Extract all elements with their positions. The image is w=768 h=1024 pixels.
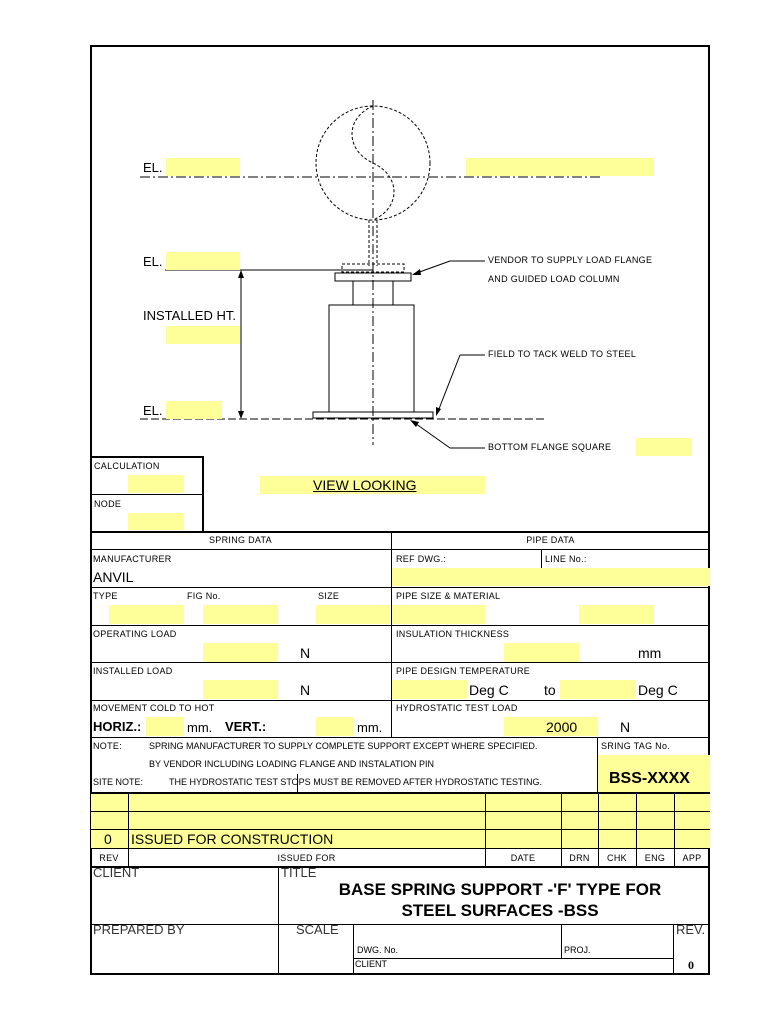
title-label: TITLE xyxy=(281,865,317,880)
hydro-label: HYDROSTATIC TEST LOAD xyxy=(396,703,518,713)
hydro-unit: N xyxy=(620,719,631,735)
insulation-field[interactable] xyxy=(504,643,579,662)
fig-label: FIG No. xyxy=(187,591,221,601)
hdr-app: APP xyxy=(682,853,702,863)
rev-number: 0 xyxy=(104,831,112,847)
site-note-label: SITE NOTE: xyxy=(93,777,144,787)
ref-dwg-field[interactable] xyxy=(392,568,710,586)
el-top-label: EL. xyxy=(143,160,163,175)
pipe-data-header: PIPE DATA xyxy=(526,535,575,545)
operating-load-unit: N xyxy=(300,645,311,661)
spring-data-header: SPRING DATA xyxy=(209,535,272,545)
type-label: TYPE xyxy=(93,591,118,601)
hdr-issued-for: ISSUED FOR xyxy=(277,853,336,863)
vert-label: VERT.: xyxy=(225,719,267,734)
el-top-field[interactable] xyxy=(166,158,240,176)
design-temp-label: PIPE DESIGN TEMPERATURE xyxy=(396,666,531,676)
vendor-note-1: VENDOR TO SUPPLY LOAD FLANGE xyxy=(488,255,653,265)
fig-field[interactable] xyxy=(203,605,278,624)
pipe-size-material-label: PIPE SIZE & MATERIAL xyxy=(396,591,501,601)
view-looking-label: VIEW LOOKING xyxy=(313,477,417,493)
installed-ht-label: INSTALLED HT. xyxy=(143,308,236,323)
tag-label: SRING TAG No. xyxy=(601,741,671,751)
operating-load-field[interactable] xyxy=(203,643,278,662)
node-field[interactable] xyxy=(128,513,184,530)
tag-value: BSS-XXXX xyxy=(609,770,690,787)
movement-label: MOVEMENT COLD TO HOT xyxy=(93,703,215,713)
size-field[interactable] xyxy=(316,605,390,624)
pipe-material-field[interactable] xyxy=(579,605,654,624)
hydro-value: 2000 xyxy=(546,719,578,735)
hdr-drn: DRN xyxy=(569,853,590,863)
vert-field[interactable] xyxy=(316,717,354,736)
temp-from-unit: Deg C xyxy=(469,682,509,698)
temp-to-unit: Deg C xyxy=(638,682,678,698)
horiz-unit: mm. xyxy=(187,720,213,735)
vendor-note-2: AND GUIDED LOAD COLUMN xyxy=(488,274,620,284)
title-line-2: STEEL SURFACES -BSS xyxy=(401,901,599,920)
title-line-1: BASE SPRING SUPPORT -'F' TYPE FOR xyxy=(338,880,662,899)
installed-load-field[interactable] xyxy=(203,680,278,699)
line-no-label: LINE No.: xyxy=(545,554,587,564)
ref-dwg-label: REF DWG.: xyxy=(396,554,447,564)
el-mid-field[interactable] xyxy=(166,252,240,270)
bottom-flange-field[interactable] xyxy=(636,438,692,456)
note-line-2: BY VENDOR INCLUDING LOADING FLANGE AND INSTALATION PIN xyxy=(149,759,435,769)
node-label: NODE xyxy=(94,499,122,509)
bottom-flange-note: BOTTOM FLANGE SQUARE xyxy=(488,442,612,452)
rev-value: 0 xyxy=(688,958,694,972)
temp-from-field[interactable] xyxy=(392,680,467,699)
hdr-rev: REV xyxy=(99,853,119,863)
temp-to-field[interactable] xyxy=(560,680,635,699)
client-label: CLIENT xyxy=(93,865,140,880)
calculation-label: CALCULATION xyxy=(94,461,160,471)
manufacturer-value: ANVIL xyxy=(93,569,134,585)
el-mid-label: EL. xyxy=(143,254,163,269)
horiz-label: HORIZ.: xyxy=(93,719,142,734)
manufacturer-label: MANUFACTURER xyxy=(93,554,172,564)
scale-label: SCALE xyxy=(296,922,339,937)
installed-load-label: INSTALLED LOAD xyxy=(93,666,173,676)
field-weld-note: FIELD TO TACK WELD TO STEEL xyxy=(488,349,637,359)
dwg-no-label: DWG. No. xyxy=(357,945,399,955)
note-line-1: SPRING MANUFACTURER TO SUPPLY COMPLETE SUPPORT EXCEPT WHERE SPECIFIED. xyxy=(149,741,538,751)
hdr-chk: CHK xyxy=(607,853,627,863)
site-note-text: THE HYDROSTATIC TEST STOPS MUST BE REMOVED AFTER HYDROSTATIC TESTING. xyxy=(169,777,543,787)
rev-label: REV. xyxy=(676,922,706,937)
pipe-size-field[interactable] xyxy=(392,605,485,624)
el-bottom-field[interactable] xyxy=(166,401,222,419)
hdr-eng: ENG xyxy=(644,853,666,863)
horiz-field[interactable] xyxy=(146,717,184,736)
installed-load-unit: N xyxy=(300,682,311,698)
client-small-label: CLIENT xyxy=(355,959,388,969)
el-bottom-label: EL. xyxy=(143,403,163,418)
prepared-by-label: PREPARED BY xyxy=(93,922,185,937)
drawing-title xyxy=(300,879,700,921)
insulation-unit: mm xyxy=(638,645,662,661)
size-label: SIZE xyxy=(318,591,340,601)
calculation-field[interactable] xyxy=(128,475,184,493)
installed-ht-field[interactable] xyxy=(166,326,240,344)
insulation-label: INSULATION THICKNESS xyxy=(396,629,510,639)
operating-load-label: OPERATING LOAD xyxy=(93,629,177,639)
rev-issued-for: ISSUED FOR CONSTRUCTION xyxy=(131,831,334,847)
temp-to-label: to xyxy=(544,682,556,698)
note-label: NOTE: xyxy=(93,741,123,751)
vert-unit: mm. xyxy=(357,720,383,735)
type-field[interactable] xyxy=(109,605,184,624)
top-right-field[interactable] xyxy=(466,158,654,176)
proj-label: PROJ. xyxy=(564,945,591,955)
hdr-date: DATE xyxy=(510,853,536,863)
